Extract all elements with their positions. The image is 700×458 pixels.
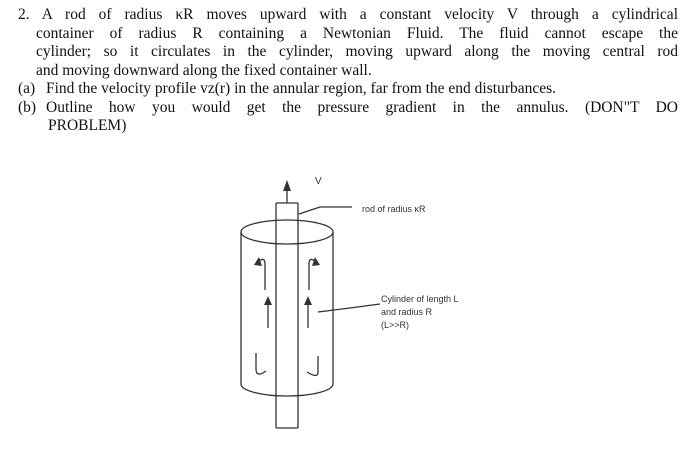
rod-label: rod of radius κR [362, 204, 426, 214]
part-a-text: Find the velocity profile vz(r) in the annular region, far from the end disturbances. [46, 80, 557, 97]
velocity-label: V [315, 176, 322, 187]
flow-bottom-right [307, 356, 318, 376]
cylinder-top-ellipse [241, 220, 333, 244]
flow-top-left-head [254, 257, 262, 266]
cylinder-leader [318, 308, 350, 312]
problem-line-3: cylinder; so it circulates in the cylinder, moving upward along the moving central rod [36, 43, 678, 60]
velocity-arrowhead [283, 180, 291, 191]
cylinder-bottom-arc [241, 384, 333, 396]
cylinder-label-3: (L>>R) [381, 320, 410, 330]
flow-top-right-head [312, 257, 320, 266]
problem-line-4: and moving downward along the fixed container wall. [36, 61, 372, 79]
part-b-text-2: PROBLEM) [48, 117, 127, 134]
cylinder-leader-tail [350, 304, 380, 308]
flow-up-left-head [264, 296, 272, 305]
flow-up-right-head [304, 296, 312, 305]
cylinder-label-1: Cylinder of length L [381, 294, 459, 304]
part-b-text-1: Outline how you would get the pressure gradient in the annulus. (DON"T DO [46, 98, 678, 116]
cylinder-label-2: and radius R [381, 307, 433, 317]
problem-text-1: A rod of radius κR moves upward with a constant velocity V through a cylindrical [41, 6, 678, 23]
rod-leader [299, 207, 320, 214]
problem-line-2: container of radius R containing a Newtonian Fluid. The fluid cannot escape the [36, 24, 678, 42]
flow-bottom-left [256, 353, 266, 374]
part-b-tag: (b) [18, 98, 37, 116]
part-a-tag: (a) [18, 80, 36, 97]
problem-number: 2. [18, 6, 30, 23]
